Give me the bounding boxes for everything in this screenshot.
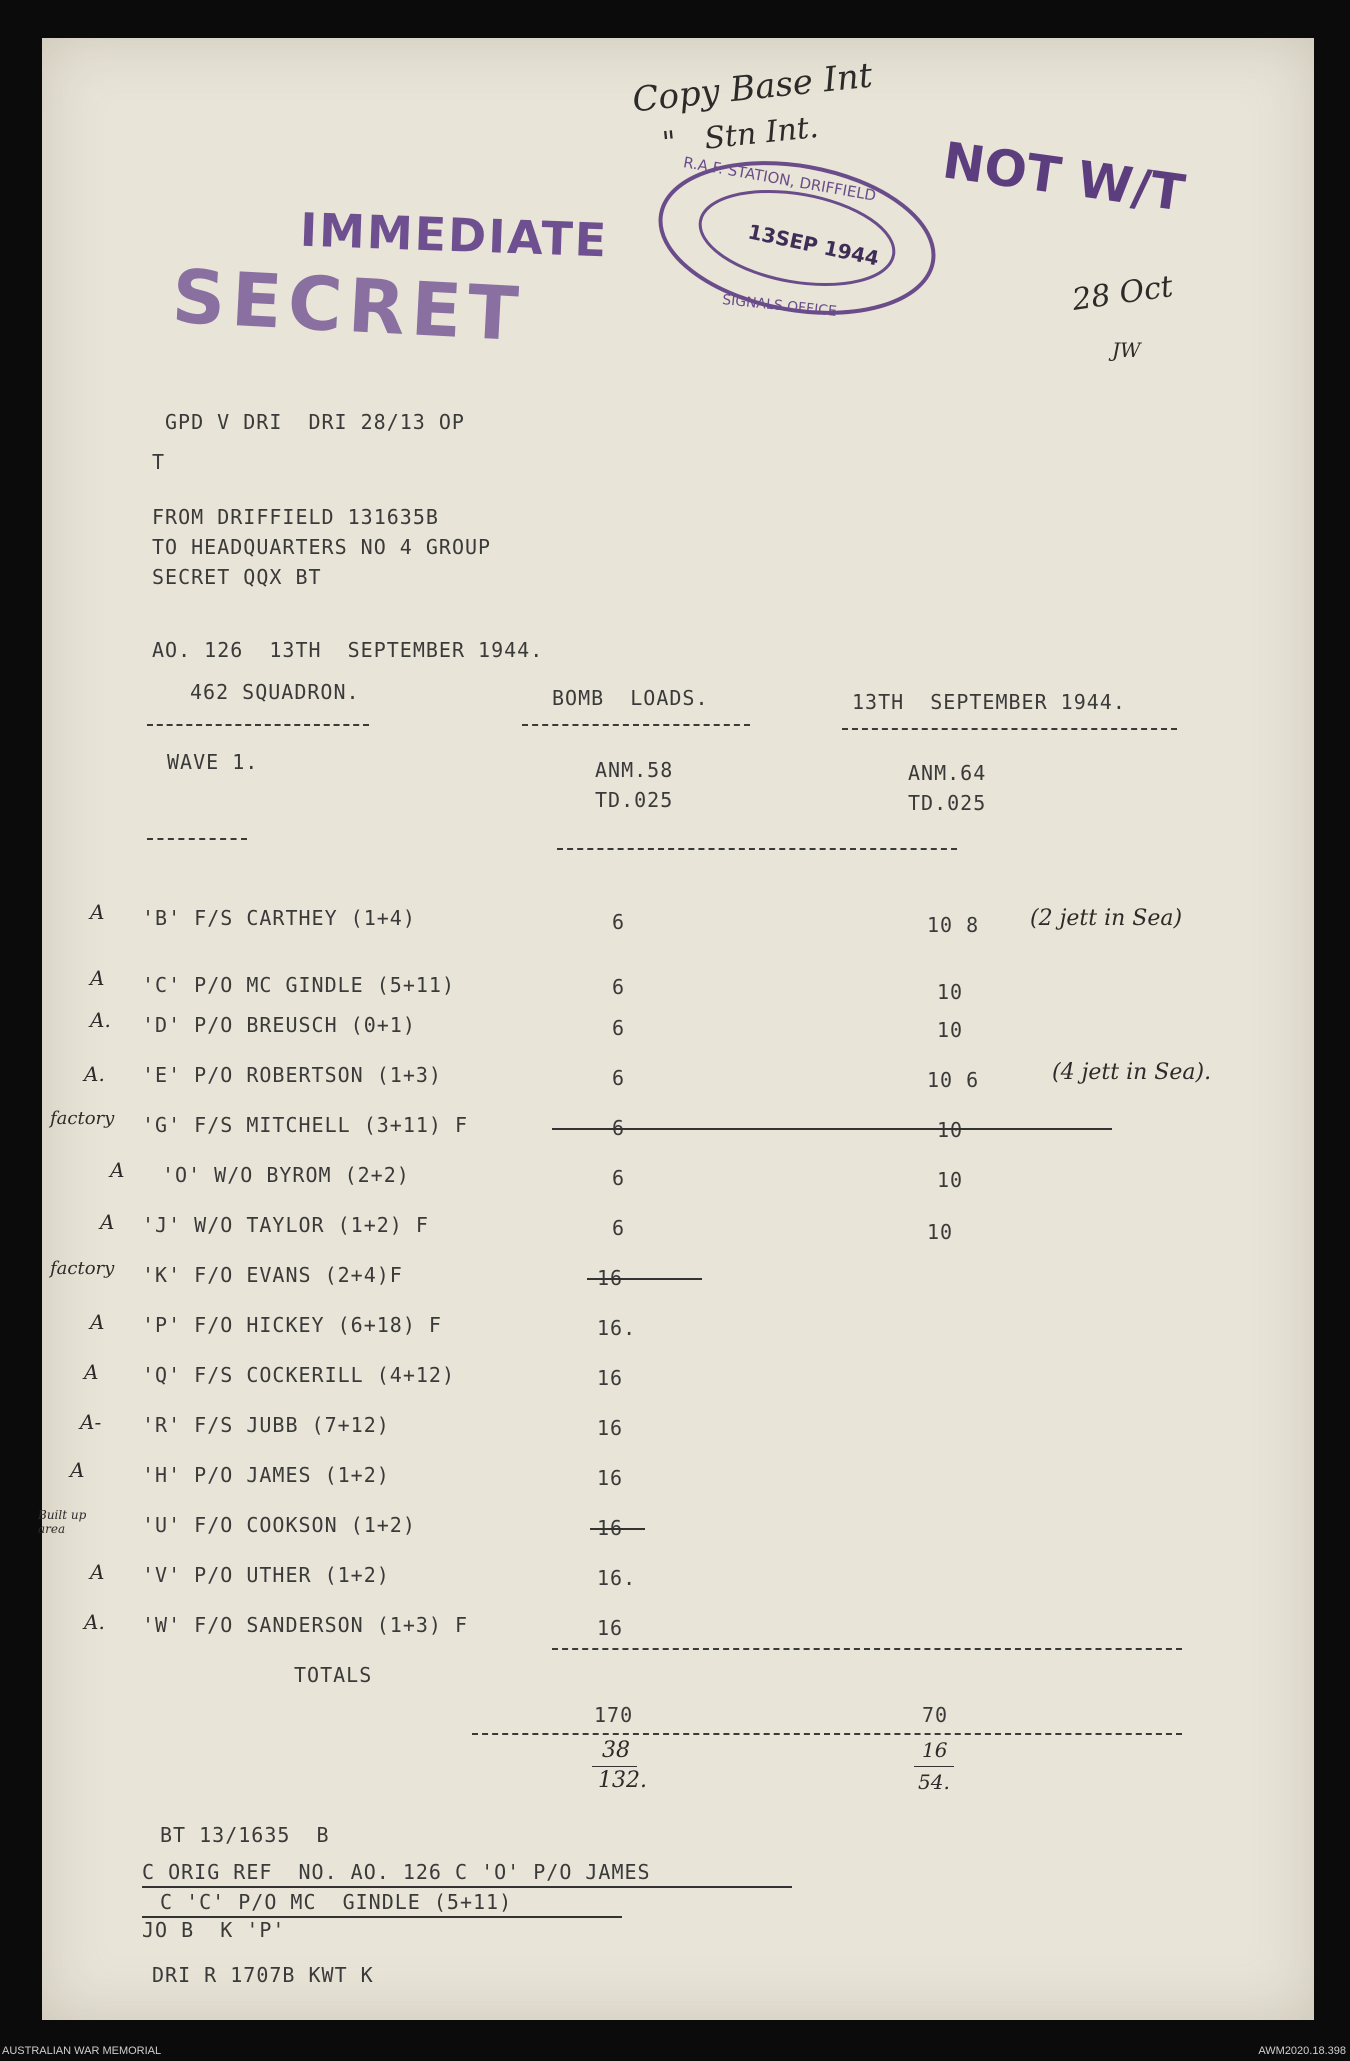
- dri-line: DRI R 1707B KWT K: [152, 1963, 374, 1987]
- handwritten-initials: JW: [1112, 338, 1141, 362]
- row-11-mark: A-: [80, 1410, 102, 1434]
- row-1-note: (2 jett in Sea): [1030, 906, 1183, 931]
- subtotal-col3-a: 16: [922, 1738, 948, 1762]
- jo-line: JO B K 'P': [142, 1918, 286, 1942]
- row-2-col2: 6: [612, 975, 626, 999]
- row-4-note: (4 jett in Sea).: [1052, 1060, 1212, 1085]
- to-line: TO HEADQUARTERS NO 4 GROUP: [152, 535, 492, 559]
- row-7-col3: 10: [927, 1220, 954, 1244]
- row-2-crew: 'C' P/O MC GINDLE (5+11): [142, 973, 455, 997]
- rule-above-totals: [552, 1648, 1182, 1650]
- row-13-mark: Built up area: [38, 1508, 87, 1536]
- row-3-crew: 'D' P/O BREUSCH (0+1): [142, 1013, 416, 1037]
- total-col2: 170: [594, 1703, 634, 1727]
- row-2-mark: A: [90, 966, 105, 990]
- row-5-strike: [552, 1128, 1112, 1130]
- col-date-header: 13TH SEPTEMBER 1944.: [852, 690, 1126, 714]
- row-14-mark: A: [90, 1560, 105, 1584]
- row-11-col2: 16: [597, 1416, 624, 1440]
- row-12-mark: A: [70, 1458, 85, 1482]
- oval-stamp-top-text: R.A.F. STATION, DRIFFIELD: [681, 153, 878, 205]
- row-7-col2: 6: [612, 1216, 626, 1240]
- row-9-crew: 'P' F/O HICKEY (6+18) F: [142, 1313, 442, 1337]
- total-col3: 70: [922, 1703, 949, 1727]
- handwritten-copy-note-2: " Stn Int.: [660, 109, 821, 162]
- rule-col3: [842, 728, 1177, 730]
- row-15-mark: A.: [84, 1610, 105, 1634]
- subtotal-col3-b: 54.: [918, 1770, 950, 1794]
- rule-below-totals: [472, 1733, 1182, 1735]
- rule-col2: [522, 724, 750, 726]
- row-14-crew: 'V' P/O UTHER (1+2): [142, 1563, 390, 1587]
- row-15-crew: 'W' F/O SANDERSON (1+3) F: [142, 1613, 469, 1637]
- row-15-col2: 16: [597, 1616, 624, 1640]
- ao-line: AO. 126 13TH SEPTEMBER 1944.: [152, 638, 544, 662]
- row-8-mark: factory: [50, 1258, 115, 1279]
- row-3-col2: 6: [612, 1016, 626, 1040]
- orig-ref-line: C ORIG REF NO. AO. 126 C 'O' P/O JAMES: [142, 1860, 651, 1884]
- row-5-mark: factory: [50, 1108, 115, 1129]
- row-1-crew: 'B' F/S CARTHEY (1+4): [142, 906, 416, 930]
- row-9-mark: A: [90, 1310, 105, 1334]
- header-line-1: GPD V DRI DRI 28/13 OP: [165, 410, 465, 434]
- col2-sub-2: TD.025: [595, 788, 674, 812]
- subtotal-col2-line: [592, 1766, 637, 1767]
- subtotal-col3-line: [914, 1766, 954, 1767]
- row-10-col2: 16: [597, 1366, 624, 1390]
- rule-subheaders: [557, 848, 957, 850]
- orig-ref-underline: [142, 1886, 792, 1888]
- rule-wave: [147, 838, 247, 840]
- bt-line: BT 13/1635 B: [160, 1823, 330, 1847]
- subtotal-col2-b: 132.: [598, 1768, 647, 1793]
- row-1-col3: 10 8: [927, 913, 980, 937]
- row-5-crew: 'G' F/S MITCHELL (3+11) F: [142, 1113, 469, 1137]
- wave-label: WAVE 1.: [167, 750, 259, 774]
- not-wt-stamp: NOT W/T: [939, 131, 1189, 223]
- header-line-2: T: [152, 450, 166, 474]
- row-12-crew: 'H' P/O JAMES (1+2): [142, 1463, 390, 1487]
- row-1-col2: 6: [612, 910, 626, 934]
- row-9-col2: 16.: [597, 1316, 637, 1340]
- row-6-crew: 'O' W/O BYROM (2+2): [162, 1163, 410, 1187]
- row-4-col2: 6: [612, 1066, 626, 1090]
- row-14-col2: 16.: [597, 1566, 637, 1590]
- row-10-crew: 'Q' F/S COCKERILL (4+12): [142, 1363, 455, 1387]
- row-10-mark: A: [84, 1360, 99, 1384]
- row-1-mark: A: [90, 900, 105, 924]
- row-13-crew: 'U' F/O COOKSON (1+2): [142, 1513, 416, 1537]
- row-5-col2: 6: [612, 1116, 626, 1140]
- row-3-mark: A.: [90, 1008, 111, 1032]
- row-8-col2: 16: [597, 1266, 624, 1290]
- handwritten-copy-note-1: Copy Base Int: [630, 55, 875, 121]
- row-5-col3: 10: [937, 1118, 964, 1142]
- row-13-col2: 16: [597, 1516, 624, 1540]
- c-correction-line: C 'C' P/O MC GINDLE (5+11): [160, 1890, 513, 1914]
- row-13-strike: [590, 1528, 645, 1530]
- row-12-col2: 16: [597, 1466, 624, 1490]
- totals-label: TOTALS: [294, 1663, 373, 1687]
- col3-sub-2: TD.025: [908, 791, 987, 815]
- row-6-mark: A: [110, 1158, 125, 1182]
- row-3-col3: 10: [937, 1018, 964, 1042]
- subtotal-col2-a: 38: [602, 1738, 630, 1763]
- col3-sub-1: ANM.64: [908, 761, 987, 785]
- col-squadron-header: 462 SQUADRON.: [190, 680, 360, 704]
- immediate-stamp: IMMEDIATE: [299, 202, 610, 268]
- row-8-strike: [587, 1278, 702, 1280]
- oval-stamp-bottom-text: SIGNALS OFFICE: [721, 292, 838, 320]
- row-4-crew: 'E' P/O ROBERTSON (1+3): [142, 1063, 442, 1087]
- row-2-col3: 10: [937, 980, 964, 1004]
- row-11-crew: 'R' F/S JUBB (7+12): [142, 1413, 390, 1437]
- secret-line: SECRET QQX BT: [152, 565, 322, 589]
- row-6-col2: 6: [612, 1166, 626, 1190]
- secret-stamp: SECRET: [169, 253, 527, 359]
- oval-stamp-date: 13SEP 1944: [745, 219, 882, 271]
- from-line: FROM DRIFFIELD 131635B: [152, 505, 439, 529]
- document-page: [38, 38, 1314, 2020]
- row-4-col3: 10 6: [927, 1068, 980, 1092]
- col2-sub-1: ANM.58: [595, 758, 674, 782]
- row-8-crew: 'K' F/O EVANS (2+4)F: [142, 1263, 403, 1287]
- row-7-mark: A: [100, 1210, 115, 1234]
- rule-col1: [147, 724, 369, 726]
- credit-left: AUSTRALIAN WAR MEMORIAL: [2, 2045, 162, 2057]
- col-bomb-loads-header: BOMB LOADS.: [552, 686, 709, 710]
- handwritten-date-note: 28 Oct: [1070, 269, 1176, 318]
- credit-right: AWM2020.18.398: [1258, 2045, 1346, 2057]
- row-4-mark: A.: [84, 1062, 105, 1086]
- row-6-col3: 10: [937, 1168, 964, 1192]
- row-7-crew: 'J' W/O TAYLOR (1+2) F: [142, 1213, 429, 1237]
